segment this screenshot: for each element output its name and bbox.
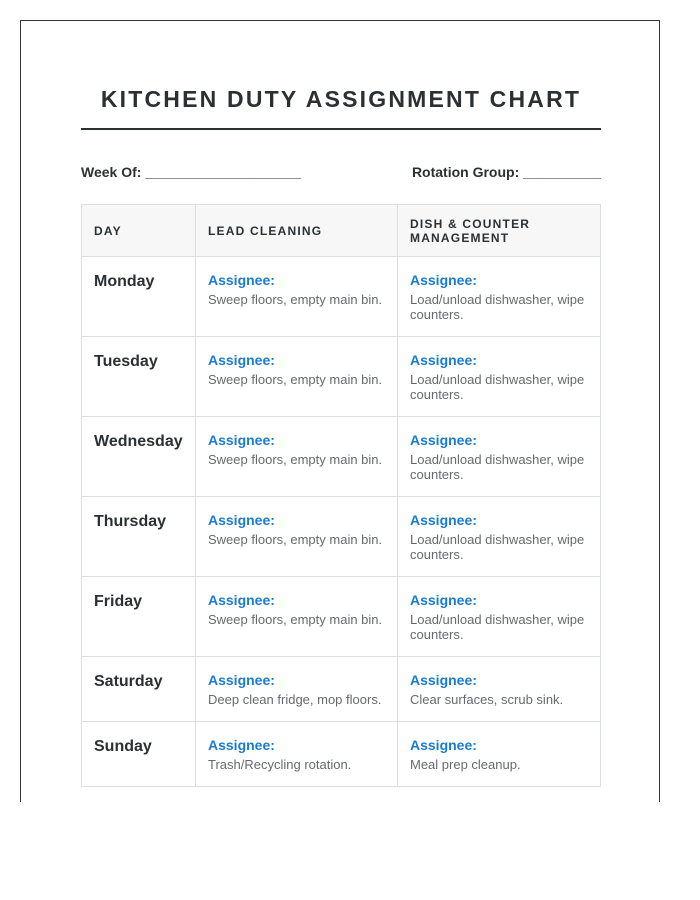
assignee-label: Assignee: <box>208 672 275 688</box>
task-text: Sweep floors, empty main bin. <box>208 612 383 627</box>
page-title: KITCHEN DUTY ASSIGNMENT CHART <box>100 86 582 112</box>
table-row <box>82 257 601 337</box>
assignee-label: Assignee: <box>208 272 275 288</box>
header-dish-counter: DISH & COUNTER MANAGEMENT <box>398 205 601 257</box>
day-label: Monday <box>94 273 155 290</box>
task-text: Load/unload dishwasher, wipe counters. <box>410 372 585 402</box>
table-row <box>82 577 601 657</box>
day-label: Thursday <box>94 513 167 530</box>
week-of-field: Week Of: ____________________ <box>81 164 302 180</box>
task-text: Sweep floors, empty main bin. <box>208 452 383 467</box>
day-label: Tuesday <box>94 353 158 370</box>
header-lead-cleaning: LEAD CLEANING <box>196 205 398 257</box>
table-row <box>82 417 601 497</box>
assignee-label: Assignee: <box>208 432 275 448</box>
table-row <box>82 497 601 577</box>
assignee-label: Assignee: <box>410 592 477 608</box>
day-label: Wednesday <box>94 433 183 450</box>
task-text: Load/unload dishwasher, wipe counters. <box>410 452 585 482</box>
assignee-label: Assignee: <box>208 352 275 368</box>
day-label: Saturday <box>94 673 163 690</box>
assignee-label: Assignee: <box>410 272 477 288</box>
table-row <box>82 337 601 417</box>
table-row <box>82 657 601 722</box>
duty-table <box>81 204 601 787</box>
header-day: DAY <box>82 205 196 257</box>
assignee-label: Assignee: <box>410 512 477 528</box>
assignee-label: Assignee: <box>410 737 477 753</box>
assignee-label: Assignee: <box>208 737 275 753</box>
task-text: Sweep floors, empty main bin. <box>208 292 383 307</box>
assignee-label: Assignee: <box>208 592 275 608</box>
assignee-label: Assignee: <box>410 352 477 368</box>
task-text: Deep clean fridge, mop floors. <box>208 692 382 707</box>
task-text: Meal prep cleanup. <box>410 757 521 772</box>
task-text: Load/unload dishwasher, wipe counters. <box>410 612 585 642</box>
task-text: Sweep floors, empty main bin. <box>208 372 383 387</box>
rotation-group-field: Rotation Group: __________ <box>411 164 601 180</box>
task-text: Load/unload dishwasher, wipe counters. <box>410 292 585 322</box>
day-label: Friday <box>94 593 143 610</box>
task-text: Trash/Recycling rotation. <box>208 757 352 772</box>
table-header-row <box>82 205 601 257</box>
assignee-label: Assignee: <box>410 672 477 688</box>
task-text: Load/unload dishwasher, wipe counters. <box>410 532 585 562</box>
assignee-label: Assignee: <box>410 432 477 448</box>
title-divider <box>81 128 601 130</box>
day-label: Sunday <box>94 738 152 755</box>
task-text: Sweep floors, empty main bin. <box>208 532 383 547</box>
task-text: Clear surfaces, scrub sink. <box>410 692 564 707</box>
table-row <box>82 722 601 787</box>
assignee-label: Assignee: <box>208 512 275 528</box>
